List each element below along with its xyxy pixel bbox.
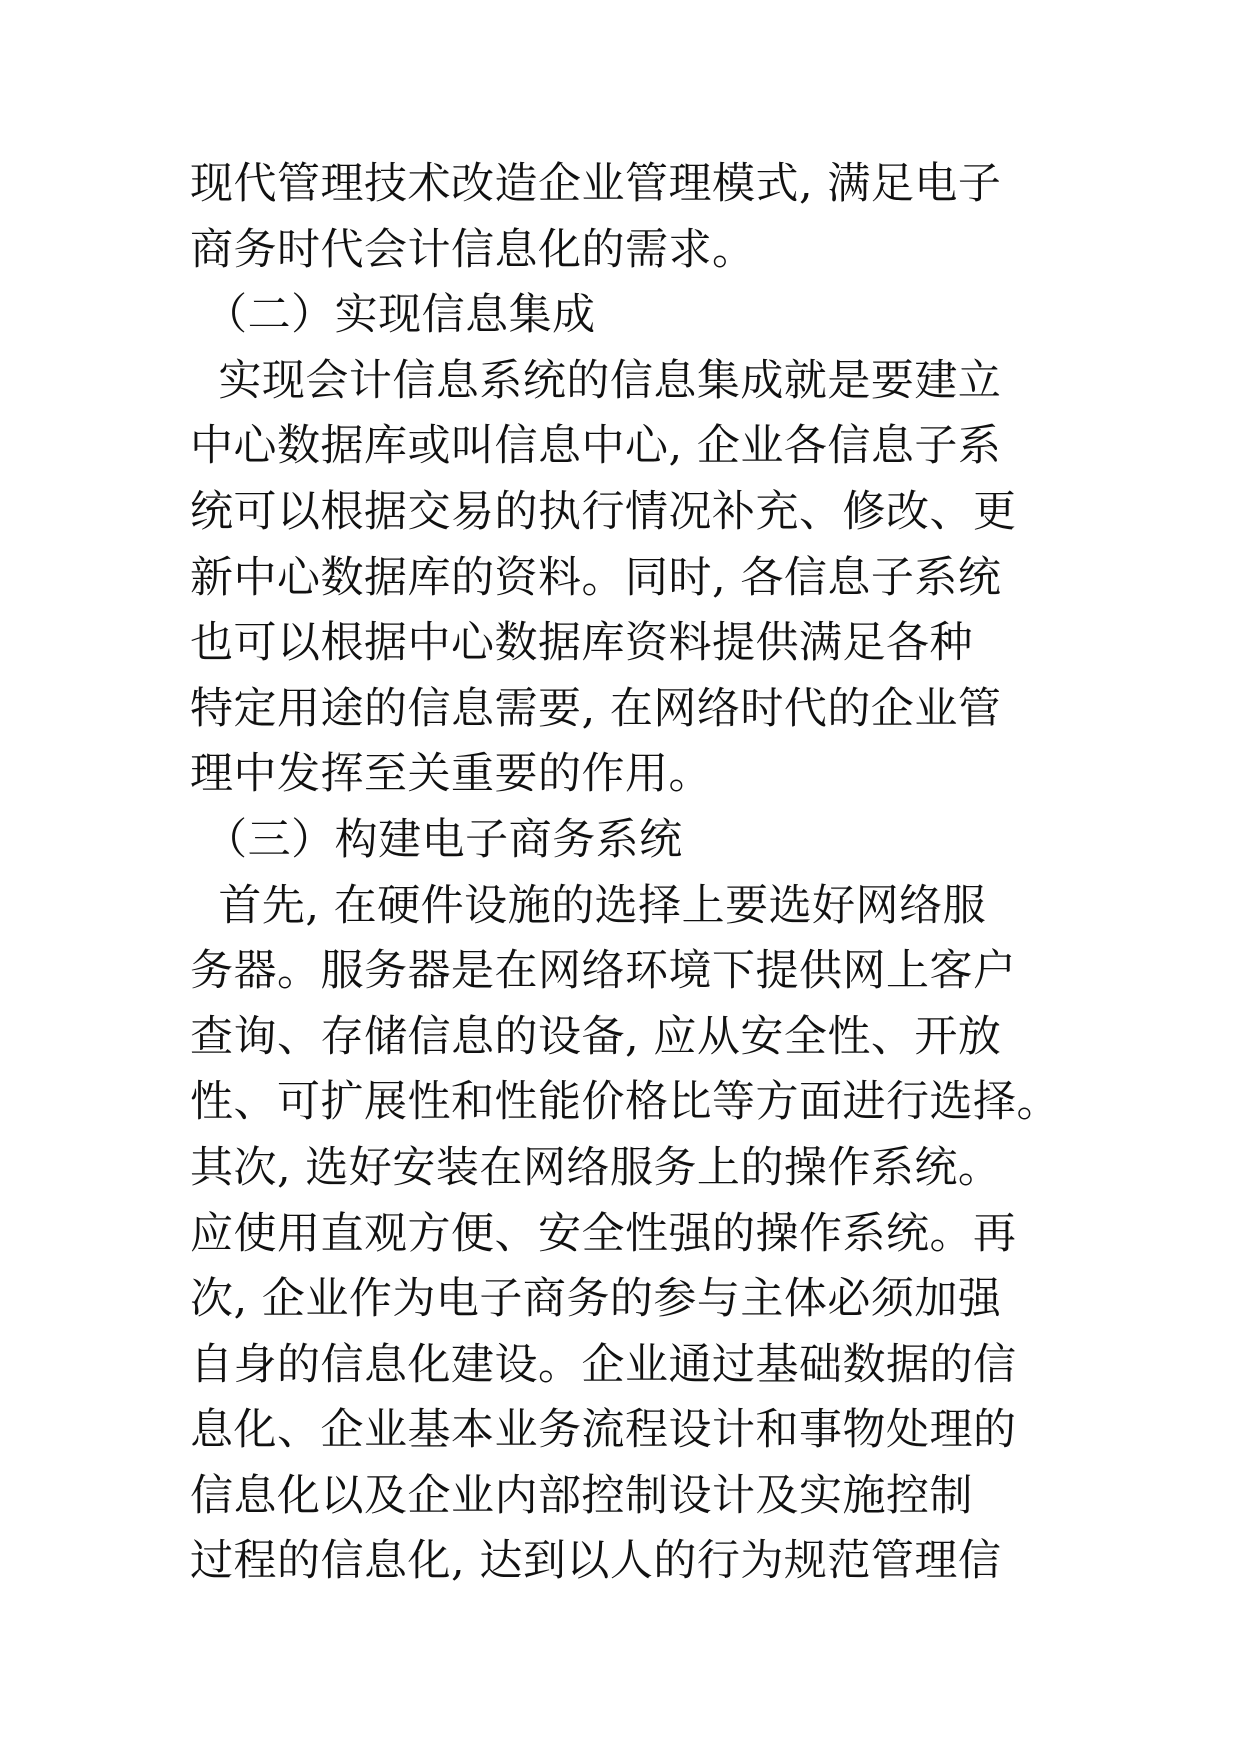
text-line: 统可以根据交易的执行情况补充、修改、更 bbox=[190, 486, 1017, 537]
text-line: 也可以根据中心数据库资料提供满足各种 bbox=[190, 618, 973, 669]
text-line: 查询、存储信息的设备, 应从安全性、开放 bbox=[190, 1011, 1002, 1062]
text-line: 新中心数据库的资料。同时, 各信息子系统 bbox=[190, 552, 1002, 603]
text-line: 务器。服务器是在网络环境下提供网上客户 bbox=[190, 946, 1017, 997]
body-text bbox=[190, 152, 1070, 1595]
text-line: 商务时代会计信息化的需求。 bbox=[190, 224, 756, 275]
text-line: 其次, 选好安装在网络服务上的操作系统。 bbox=[190, 1142, 1002, 1193]
text-line: 信息化以及企业内部控制设计及实施控制 bbox=[190, 1470, 973, 1521]
text-line: 实现会计信息系统的信息集成就是要建立 bbox=[190, 355, 1002, 406]
text-line: 应使用直观方便、安全性强的操作系统。再 bbox=[190, 1208, 1017, 1259]
text-line: 息化、企业基本业务流程设计和事物处理的 bbox=[190, 1405, 1017, 1456]
text-line: 首先, 在硬件设施的选择上要选好网络服 bbox=[190, 880, 987, 931]
text-line: 性、可扩展性和性能价格比等方面进行选择。 bbox=[190, 1077, 1060, 1128]
section-heading: （三）构建电子商务系统 bbox=[190, 814, 683, 865]
text-line: 自身的信息化建设。企业通过基础数据的信 bbox=[190, 1339, 1017, 1390]
text-line: 特定用途的信息需要, 在网络时代的企业管 bbox=[190, 683, 1002, 734]
text-line: 理中发挥至关重要的作用。 bbox=[190, 749, 712, 800]
text-line: 中心数据库或叫信息中心, 企业各信息子系 bbox=[190, 421, 1002, 472]
text-line: 现代管理技术改造企业管理模式, 满足电子 bbox=[190, 159, 1002, 209]
section-heading: （二）实现信息集成 bbox=[190, 290, 596, 341]
text-line: 次, 企业作为电子商务的参与主体必须加强 bbox=[190, 1274, 1002, 1325]
text-line: 过程的信息化, 达到以人的行为规范管理信 bbox=[190, 1536, 1002, 1587]
